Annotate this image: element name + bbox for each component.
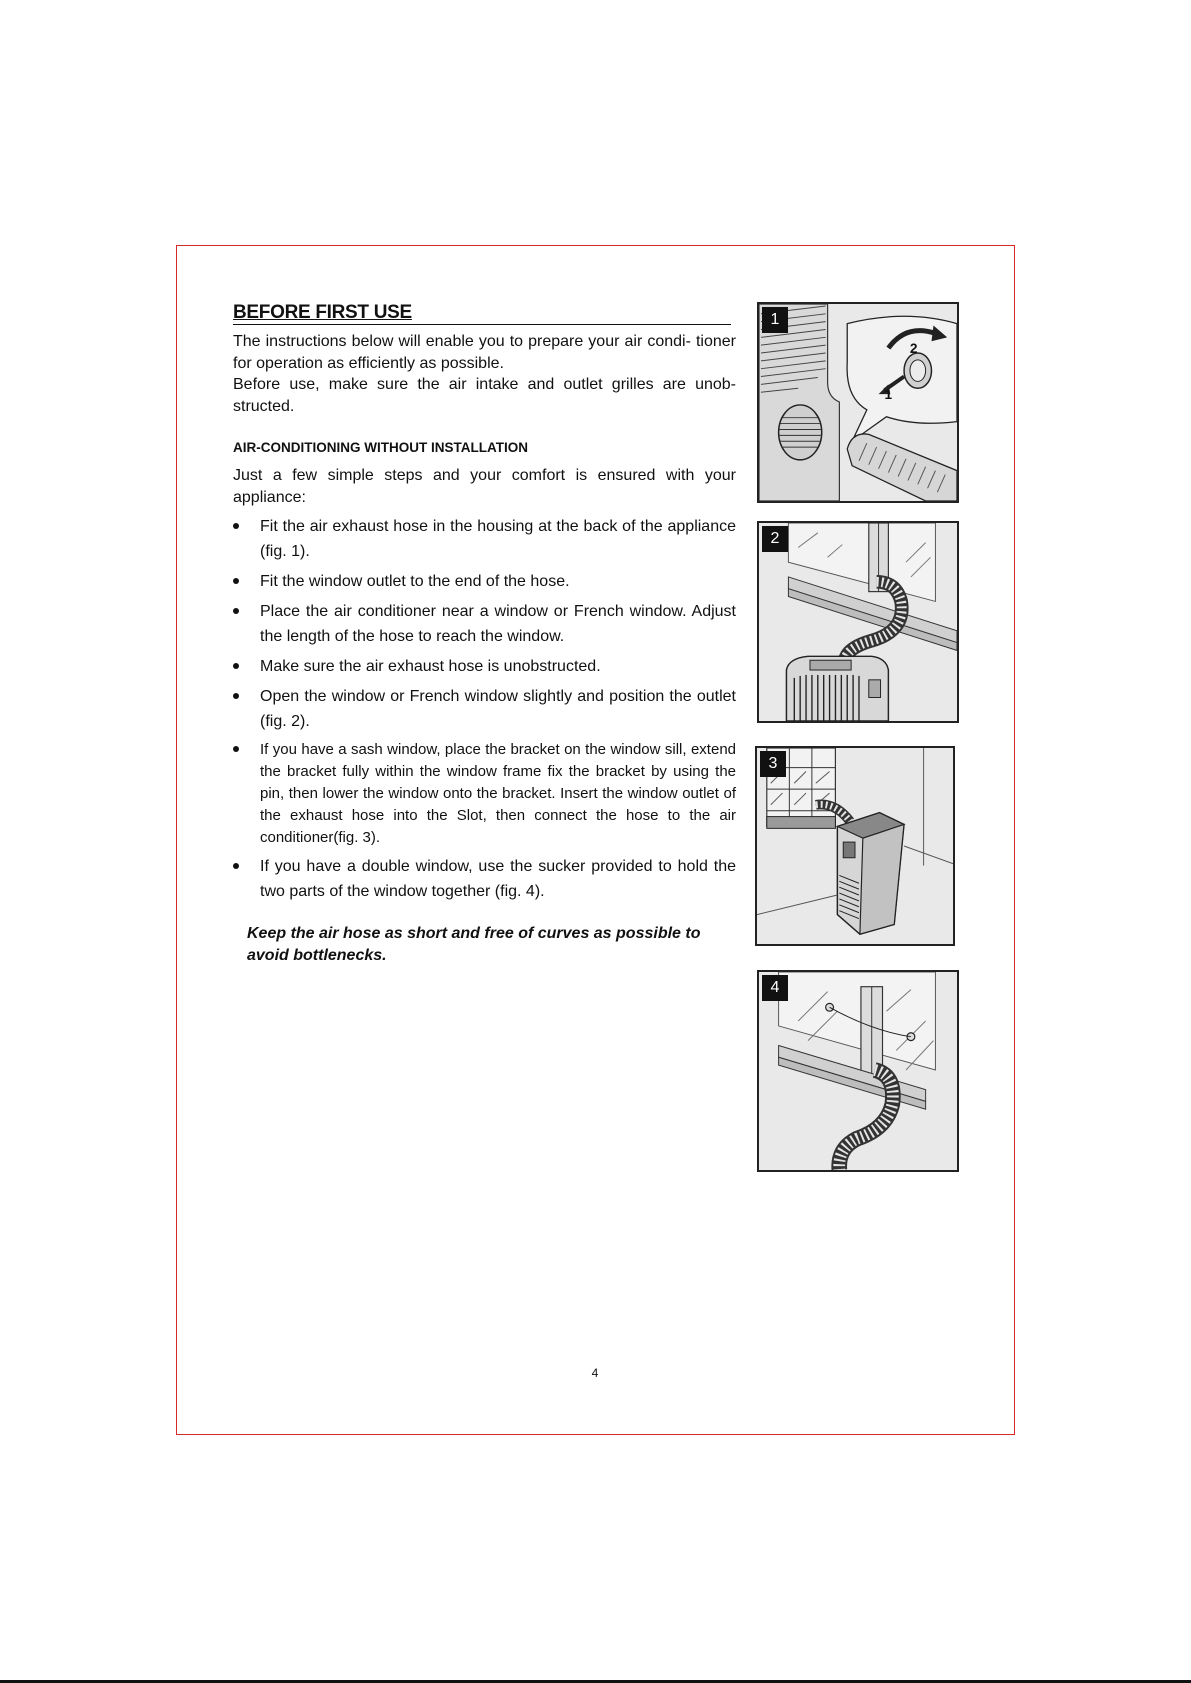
callout-1: 1 <box>884 387 893 403</box>
bullet-icon <box>233 523 239 529</box>
bullet-icon <box>233 746 239 752</box>
list-item: If you have a double window, use the sucker provided to hold the two parts of the window together (fig. 4). <box>233 854 736 904</box>
figure-number: 1 <box>762 307 788 333</box>
exhaust-hose-housing-illustration <box>759 304 957 501</box>
list-item: Open the window or French window slightly and position the outlet (fig. 2). <box>233 684 736 734</box>
figure-4 <box>757 970 959 1172</box>
figure-number: 3 <box>760 751 786 777</box>
figure-2 <box>757 521 959 723</box>
instructions-column <box>233 302 736 967</box>
list-item: Fit the window outlet to the end of the hose. <box>233 569 736 594</box>
intro-paragraph-2: Before use, make sure the air intake and outlet grilles are unob- structed. <box>233 376 736 415</box>
section-lead: Just a few simple steps and your comfort is ensured with your appliance: <box>233 467 736 506</box>
figure-number: 2 <box>762 526 788 552</box>
steps-list <box>233 514 736 904</box>
bullet-icon <box>233 663 239 669</box>
page-title: BEFORE FIRST USE <box>233 302 731 325</box>
window-outlet-illustration <box>759 523 957 721</box>
bullet-icon <box>233 693 239 699</box>
bullet-icon <box>233 608 239 614</box>
bullet-icon <box>233 578 239 584</box>
figure-3 <box>755 746 955 946</box>
callout-2: 2 <box>909 341 918 357</box>
section-heading: AIR-CONDITIONING WITHOUT INSTALLATION <box>233 440 528 455</box>
intro-paragraph-1: The instructions below will enable you to prepare your air condi- tioner for operation as efficiently as possible. <box>233 333 736 372</box>
list-item: Place the air conditioner near a window or French window. Adjust the length of the hose to reach the window. <box>233 599 736 649</box>
note: Keep the air hose as short and free of curves as possible to avoid bottlenecks. <box>247 925 701 964</box>
list-item: If you have a sash window, place the bracket on the window sill, extend the bracket fully within the window frame fix the bracket by using the pin, then lower the window onto the bracket. Insert the window outlet of the exhaust hose into the Slot, then connect the hose to the air conditioner(fig. 3). <box>233 739 736 849</box>
list-item: Fit the air exhaust hose in the housing at the back of the appliance (fig. 1). <box>233 514 736 564</box>
sash-window-illustration <box>757 748 953 944</box>
figure-number: 4 <box>762 975 788 1001</box>
double-window-illustration <box>759 972 957 1170</box>
list-item: Make sure the air exhaust hose is unobstructed. <box>233 654 736 679</box>
bullet-icon <box>233 863 239 869</box>
figure-1 <box>757 302 959 503</box>
page-number: 4 <box>591 1366 599 1380</box>
